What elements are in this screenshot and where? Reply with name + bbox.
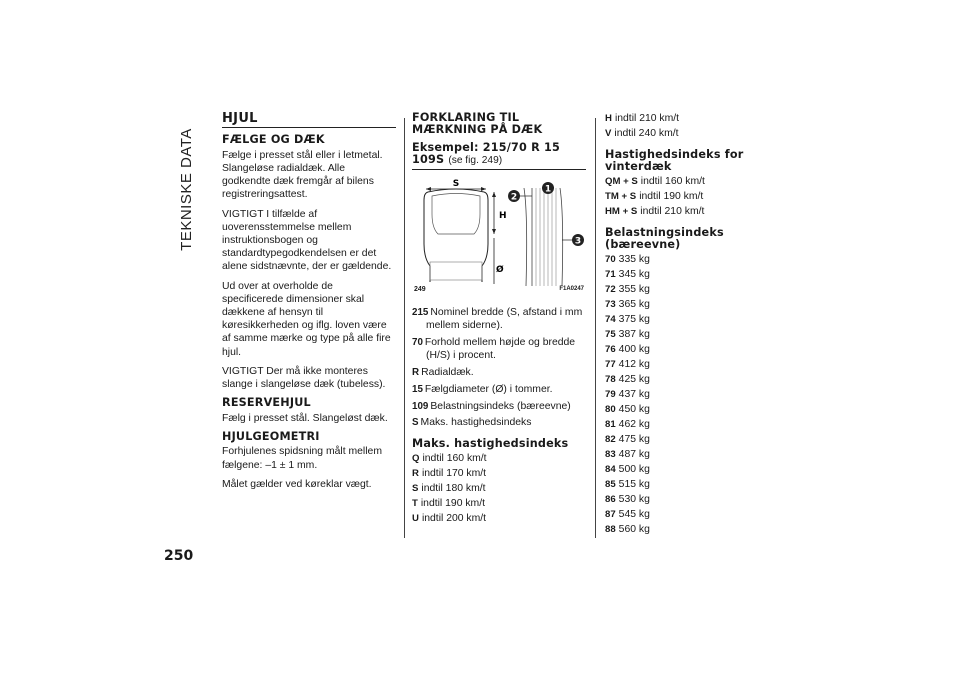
load-row	[605, 283, 770, 296]
load-code: 88	[605, 524, 616, 536]
load-value: 515 kg	[618, 479, 650, 491]
winter-row	[605, 190, 770, 203]
example-title: Eksempel: 215/70 R 15 109S	[412, 141, 560, 166]
load-value: 355 kg	[618, 284, 650, 296]
winter-code: HM + S	[605, 206, 638, 218]
speed-code: Q	[412, 453, 420, 465]
callout-1-label: 1	[544, 184, 552, 195]
load-code: 84	[605, 464, 616, 476]
load-code: 79	[605, 389, 616, 401]
load-value: 345 kg	[618, 269, 650, 281]
winter-code: TM + S	[605, 191, 637, 203]
load-row	[605, 508, 770, 521]
load-value: 500 kg	[618, 464, 650, 476]
side-tab-text: TEKNISKE DATA	[177, 127, 195, 251]
load-value: 530 kg	[618, 494, 650, 506]
load-code: 78	[605, 374, 616, 386]
load-code: 76	[605, 344, 616, 356]
winter-row	[605, 175, 770, 188]
label-diameter: Ø	[496, 265, 504, 275]
load-value: 400 kg	[618, 344, 650, 356]
speed-row	[605, 112, 770, 125]
page-number: 250	[164, 548, 194, 564]
label-h: H	[499, 211, 507, 221]
legend-item	[412, 383, 587, 396]
load-row	[605, 478, 770, 491]
load-value: 412 kg	[618, 359, 650, 371]
legend-text: Forhold mellem højde og bredde (H/S) i procent.	[424, 337, 576, 362]
callout-3-label: 3	[574, 236, 582, 247]
load-row	[605, 373, 770, 386]
load-code: 86	[605, 494, 616, 506]
speed-row	[412, 497, 587, 510]
heading-eksempel	[412, 142, 587, 166]
paragraph-hjulgeometri-1: Forhjulenes spidsning målt mellem fælgene: –1 ± 1 mm.	[222, 446, 382, 471]
load-code: 73	[605, 299, 616, 311]
speed-text: indtil 200 km/t	[421, 513, 487, 525]
load-code: 82	[605, 434, 616, 446]
load-row	[605, 313, 770, 326]
load-row	[605, 433, 770, 446]
legend-code: 15	[412, 383, 423, 395]
load-code: 81	[605, 419, 616, 431]
legend-text: Maks. hastighedsindeks	[420, 417, 532, 429]
legend-text: Nominel bredde (S, afstand i mm mellem siderne).	[426, 307, 583, 332]
load-value: 560 kg	[618, 524, 650, 536]
legend-code: 109	[412, 400, 429, 412]
example-figure-ref: (se fig. 249)	[448, 154, 503, 166]
winter-code: QM + S	[605, 176, 638, 188]
speed-row	[412, 512, 587, 525]
heading-faelge-og-daek: FÆLGE OG DÆK	[222, 133, 325, 147]
callout-2-label: 2	[510, 192, 518, 203]
load-code: 75	[605, 329, 616, 341]
section-title-hjul: HJUL	[222, 112, 396, 128]
paragraph-faelge-3: Ud over at overholde de specificerede dimensioner skal dækkene af hensyn til køresikkerheden og iflg. loven være af samme mærke og type på alle fire hjul.	[222, 280, 391, 358]
speed-row	[605, 127, 770, 140]
load-code: 87	[605, 509, 616, 521]
winter-text: indtil 210 km/t	[640, 206, 705, 218]
load-value: 487 kg	[618, 449, 650, 461]
load-value: 545 kg	[618, 509, 650, 521]
legend-text: Radialdæk.	[421, 367, 474, 378]
speed-code: U	[412, 513, 419, 525]
speed-code: T	[412, 498, 418, 510]
winter-row	[605, 205, 770, 218]
paragraph-faelge-1: Fælge i presset stål eller i letmetal. Slangeløse radialdæk. Alle godkendte dæk fremgår af bilens registreringsattest.	[222, 149, 383, 201]
speed-text: indtil 180 km/t	[421, 483, 486, 495]
side-tab-section-label	[176, 100, 196, 278]
load-value: 335 kg	[618, 254, 650, 266]
load-row	[605, 328, 770, 341]
winter-text: indtil 160 km/t	[640, 176, 705, 188]
legend-text: Fælgdiameter (Ø) i tommer.	[424, 383, 553, 395]
tire-figure	[412, 169, 586, 298]
load-value: 375 kg	[618, 314, 650, 326]
speed-text: indtil 240 km/t	[614, 128, 679, 139]
load-value: 462 kg	[618, 419, 650, 431]
load-code: 74	[605, 314, 616, 326]
speed-text: indtil 170 km/t	[421, 468, 487, 480]
legend-item	[412, 366, 587, 379]
load-row	[605, 448, 770, 461]
legend-code: S	[412, 417, 419, 429]
load-row	[605, 298, 770, 311]
load-value: 387 kg	[618, 329, 650, 341]
load-row	[605, 418, 770, 431]
figure-number: 249	[414, 285, 426, 293]
speed-text: indtil 190 km/t	[420, 498, 485, 510]
load-row	[605, 343, 770, 356]
heading-winter-speed-index: Hastighedsindeks for vinterdæk	[605, 148, 744, 173]
load-value: 450 kg	[618, 404, 650, 416]
legend-item	[412, 400, 587, 413]
heading-hjulgeometri: HJULGEOMETRI	[222, 429, 320, 443]
paragraph-faelge-4: VIGTIGT Der må ikke monteres slange i slangeløse dæk (tubeless).	[222, 365, 386, 390]
tire-cross-section-diagram	[412, 174, 586, 294]
legend-code: R	[412, 367, 420, 378]
speed-code: R	[412, 468, 419, 480]
load-code: 70	[605, 254, 616, 266]
heading-forklaring: FORKLARING TIL MÆRKNING PÅ DÆK	[412, 111, 543, 136]
load-row	[605, 523, 770, 536]
column-3	[605, 112, 770, 538]
legend-item	[412, 306, 587, 332]
legend-item	[412, 336, 587, 362]
load-row	[605, 493, 770, 506]
load-row	[605, 463, 770, 476]
column-divider-1	[404, 118, 405, 538]
load-row	[605, 388, 770, 401]
legend-item	[412, 416, 587, 429]
figure-code: F1A0247	[559, 285, 584, 292]
speed-row	[412, 452, 587, 465]
legend-code: 215	[412, 307, 429, 318]
load-value: 365 kg	[618, 299, 650, 311]
paragraph-reservehjul: Fælg i presset stål. Slangeløst dæk.	[222, 412, 388, 424]
speed-row	[412, 482, 587, 495]
heading-max-speed-index: Maks. hastighedsindeks	[412, 436, 569, 450]
speed-code: V	[605, 128, 612, 139]
load-code: 72	[605, 284, 616, 296]
heading-reservehjul: RESERVEHJUL	[222, 396, 311, 410]
column-divider-2	[595, 118, 596, 538]
load-value: 425 kg	[618, 374, 650, 386]
load-row	[605, 358, 770, 371]
paragraph-faelge-2: VIGTIGT I tilfælde af uoverensstemmelse mellem instruktionsbogen og standardtypegodkendelsen er det alene sidstnævnte, der er gældende.	[222, 208, 392, 273]
speed-code: S	[412, 483, 419, 495]
paragraph-hjulgeometri-2: Målet gælder ved køreklar vægt.	[222, 478, 372, 490]
legend-text: Belastningsindeks (bæreevne)	[430, 400, 571, 412]
column-2	[412, 112, 587, 527]
winter-text: indtil 190 km/t	[639, 191, 704, 203]
load-code: 83	[605, 449, 616, 461]
load-code: 80	[605, 404, 616, 416]
load-value: 437 kg	[618, 389, 650, 401]
speed-code: H	[605, 113, 612, 124]
speed-text: indtil 210 km/t	[614, 113, 680, 124]
load-row	[605, 253, 770, 266]
legend-code: 70	[412, 337, 423, 348]
load-code: 71	[605, 269, 616, 281]
column-1	[222, 112, 396, 497]
load-row	[605, 403, 770, 416]
speed-row	[412, 467, 587, 480]
load-index-list	[605, 253, 770, 536]
label-s: S	[452, 179, 460, 189]
heading-load-index: Belastningsindeks (bæreevne)	[605, 226, 724, 251]
load-value: 475 kg	[618, 434, 650, 446]
load-code: 85	[605, 479, 616, 491]
load-code: 77	[605, 359, 616, 371]
speed-text: indtil 160 km/t	[422, 453, 487, 465]
load-row	[605, 268, 770, 281]
